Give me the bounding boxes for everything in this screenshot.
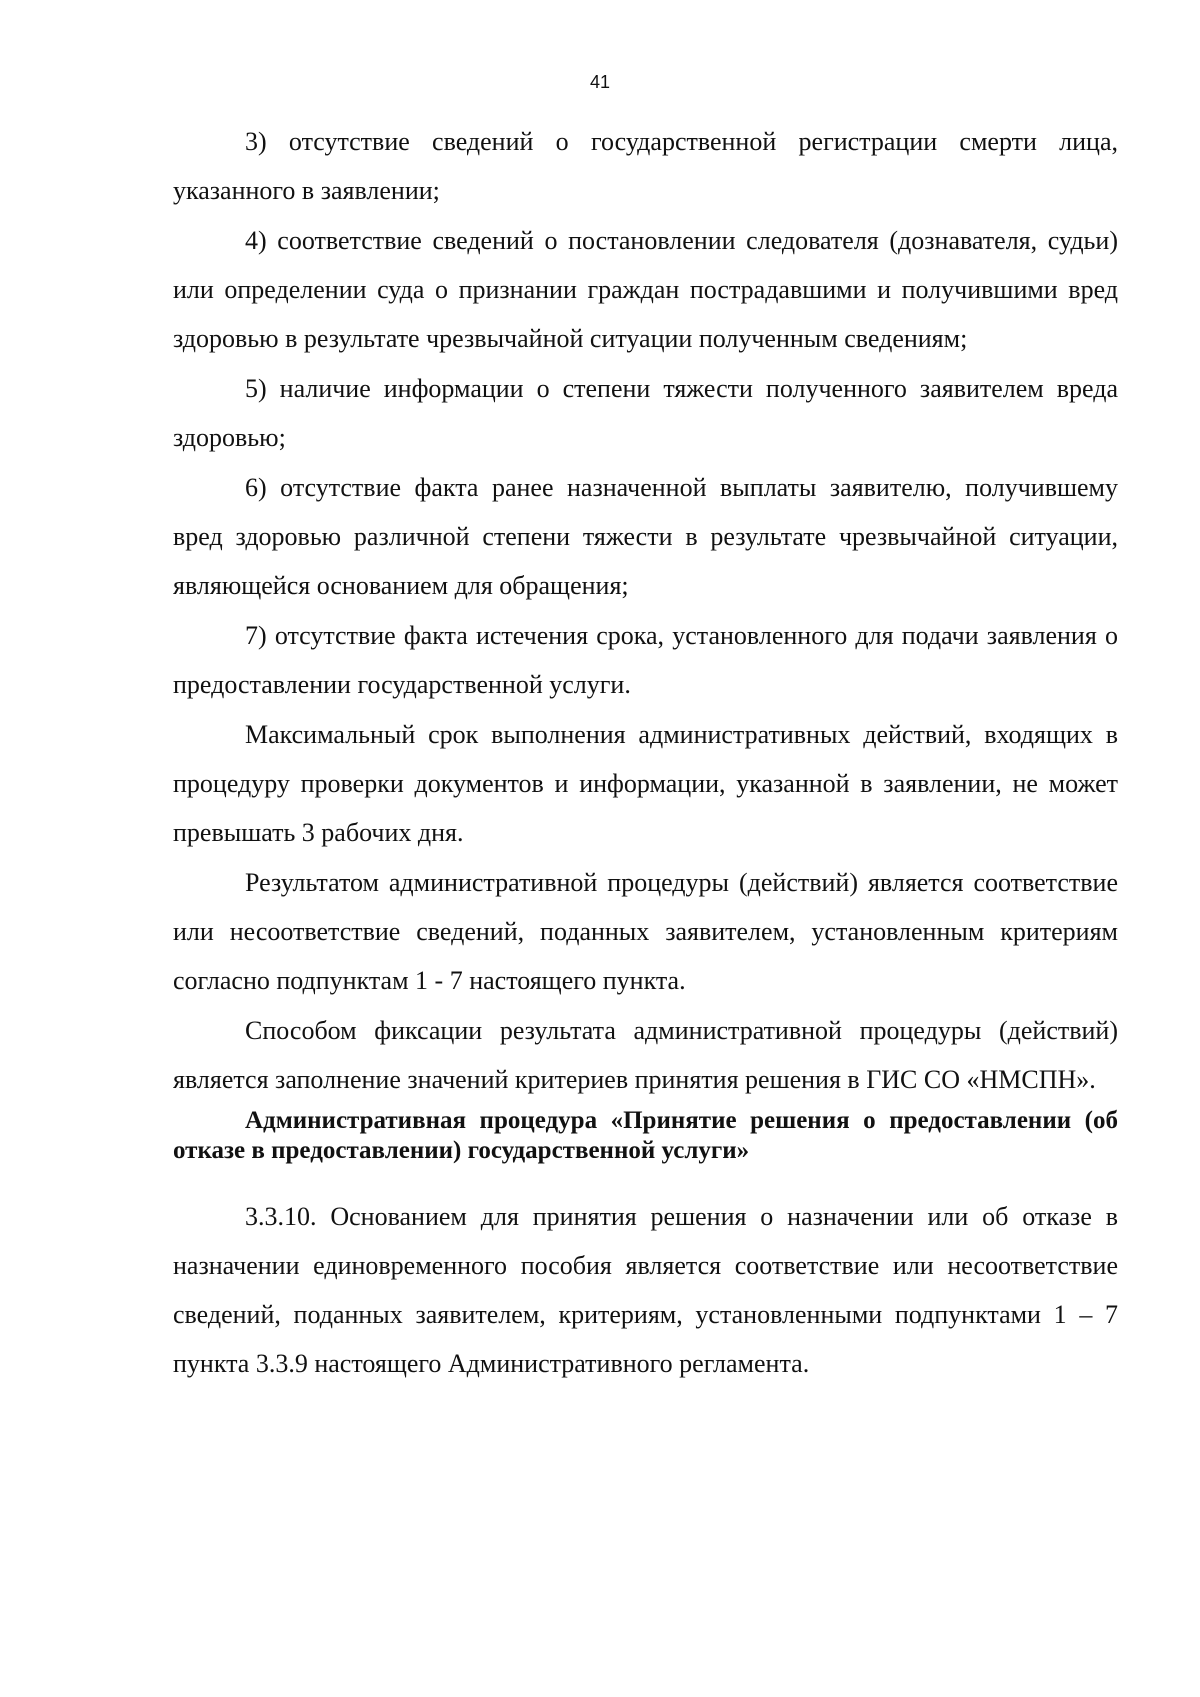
paragraph-item-5: 5) наличие информации о степени тяжести полученного заявителем вреда здоровью;	[173, 374, 1118, 452]
paragraph-result: Результатом административной процедуры (действий) является соответствие или несоответствие сведений, поданных заявителем, установленным критериям согласно подпунктам 1 - 7 настоящего пункта.	[173, 868, 1118, 995]
paragraph-fixation: Способом фиксации результата административной процедуры (действий) является заполнение значений критериев принятия решения в ГИС СО «НМСПН».	[173, 1016, 1118, 1094]
paragraph-3-3-10: 3.3.10. Основанием для принятия решения о назначении или об отказе в назначении единовременного пособия является соответствие или несоответствие сведений, поданных заявителем, критериям, установленными подпунктами 1 – 7 пункта 3.3.9 настоящего Административного регламента.	[173, 1202, 1118, 1378]
paragraph-item-6: 6) отсутствие факта ранее назначенной выплаты заявителю, получившему вред здоровью различной степени тяжести в результате чрезвычайной ситуации, являющейся основанием для обращения;	[173, 473, 1118, 600]
section-heading: Административная процедура «Принятие решения о предоставлении (об отказе в предоставлении) государственной услуги»	[173, 1107, 1118, 1164]
paragraph-item-3: 3) отсутствие сведений о государственной регистрации смерти лица, указанного в заявлении;	[173, 127, 1118, 205]
document-body	[173, 117, 1118, 1389]
paragraph-max-term: Максимальный срок выполнения административных действий, входящих в процедуру проверки документов и информации, указанной в заявлении, не может превышать 3 рабочих дня.	[173, 720, 1118, 847]
paragraph-item-4: 4) соответствие сведений о постановлении следователя (дознавателя, судьи) или определении суда о признании граждан пострадавшими и получившими вред здоровью в результате чрезвычайной ситуации полученным сведениям;	[173, 226, 1118, 353]
page-number: 41	[589, 72, 611, 92]
paragraph-item-7: 7) отсутствие факта истечения срока, установленного для подачи заявления о предоставлении государственной услуги.	[173, 621, 1118, 699]
